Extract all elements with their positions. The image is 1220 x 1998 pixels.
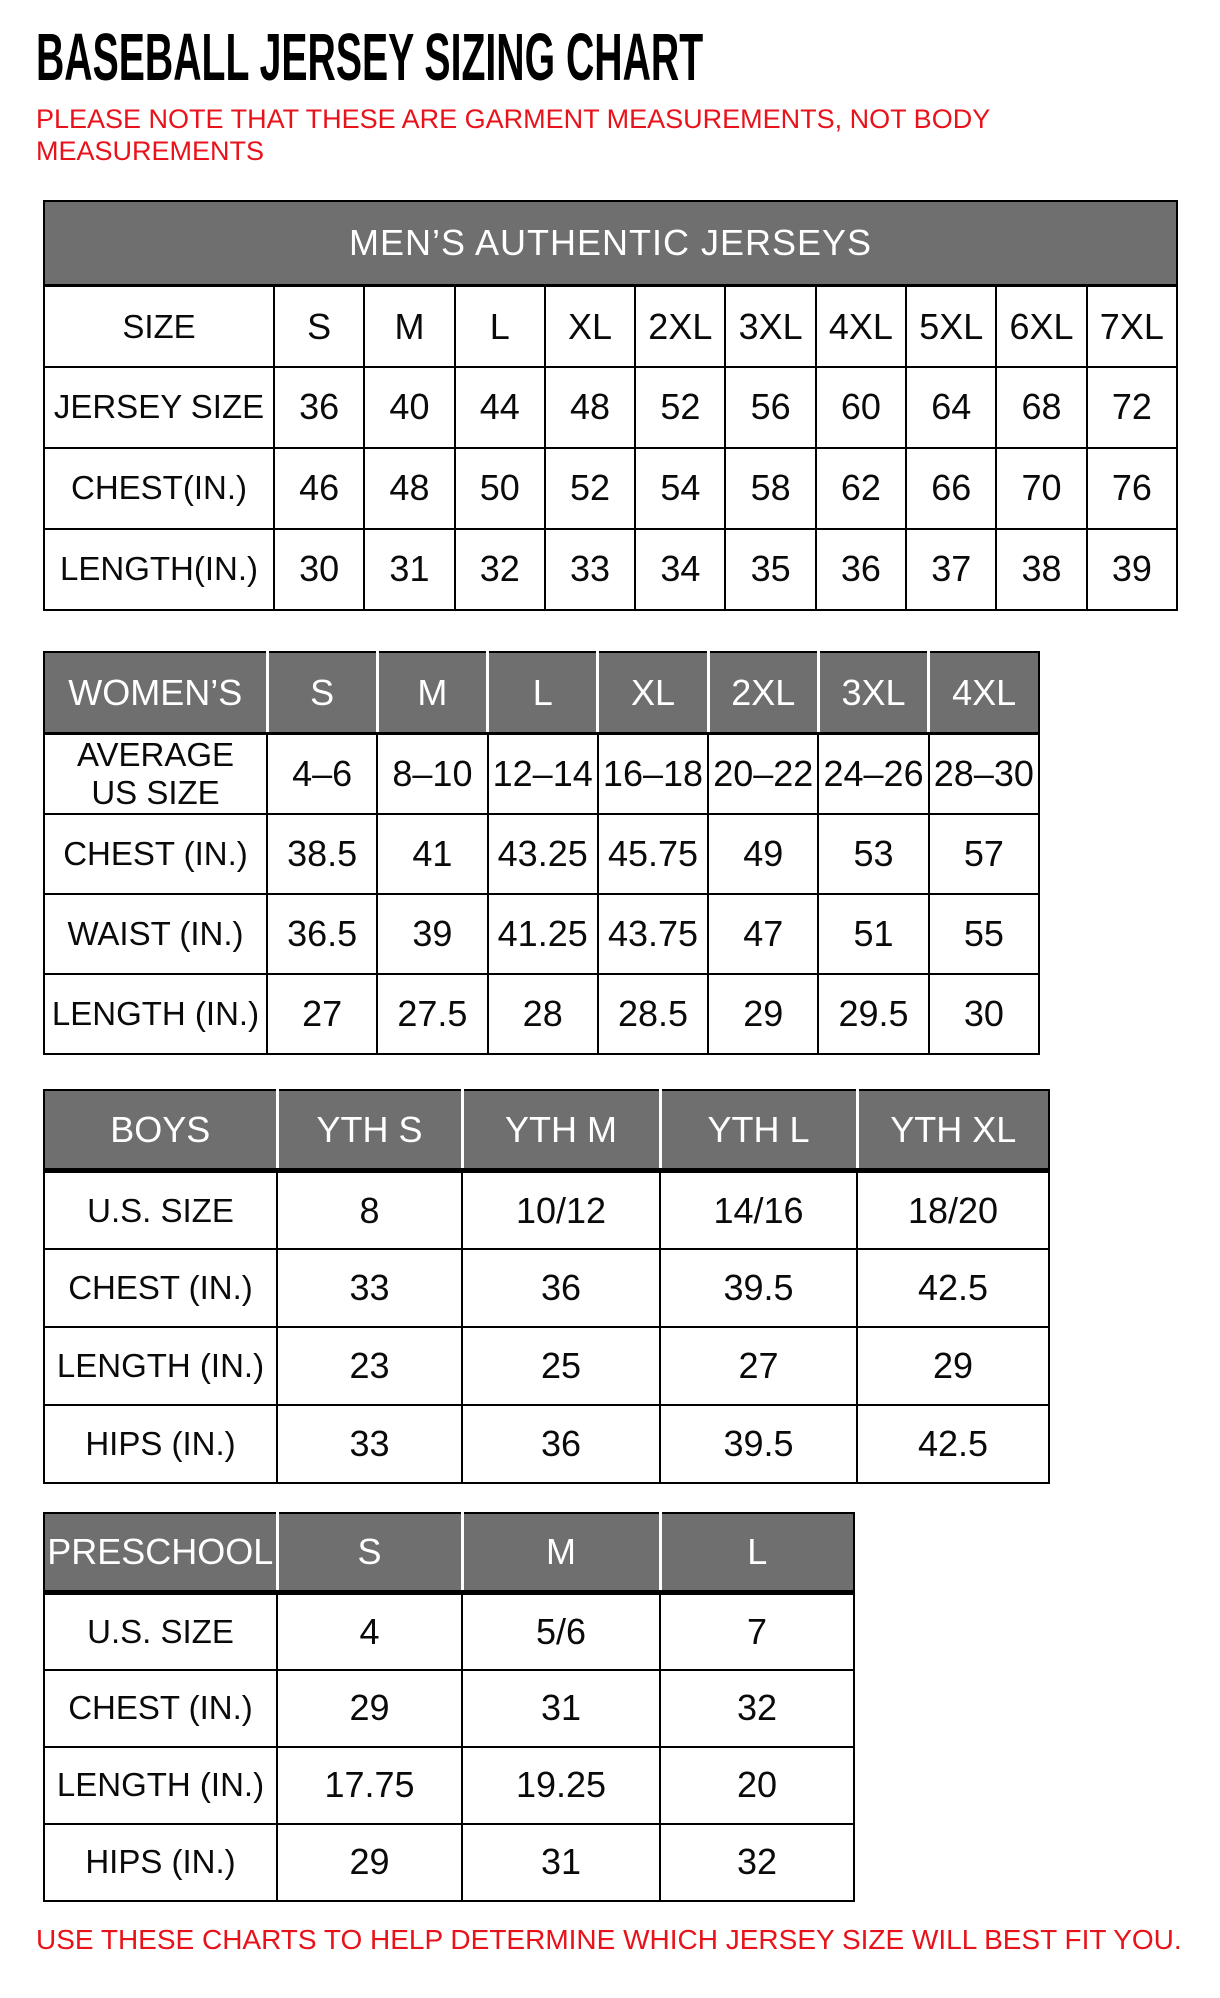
- boys-value-cell: 8: [277, 1171, 462, 1249]
- womens-header-2xl: 2XL: [708, 652, 818, 734]
- boys-row-hips-in: [44, 1405, 1049, 1483]
- mens-value-cell: 30: [274, 529, 364, 610]
- preschool-header-l: L: [660, 1513, 854, 1593]
- mens-value-cell: XL: [545, 286, 635, 367]
- preschool-table-body: [44, 1593, 854, 1901]
- mens-header-row: [44, 201, 1177, 286]
- preschool-row-label: LENGTH (IN.): [44, 1747, 277, 1824]
- mens-value-cell: 66: [906, 448, 996, 529]
- mens-value-cell: 70: [996, 448, 1086, 529]
- womens-value-cell: 28–30: [929, 734, 1039, 814]
- mens-value-cell: 52: [635, 367, 725, 448]
- boys-value-cell: 36: [462, 1249, 660, 1327]
- boys-value-cell: 14/16: [660, 1171, 857, 1249]
- boys-row-label: LENGTH (IN.): [44, 1327, 277, 1405]
- mens-value-cell: 2XL: [635, 286, 725, 367]
- mens-value-cell: 60: [816, 367, 906, 448]
- preschool-header-row: [44, 1513, 854, 1593]
- mens-row-chest-in: [44, 448, 1177, 529]
- mens-value-cell: 36: [274, 367, 364, 448]
- womens-row-chest-in: [44, 814, 1039, 894]
- garment-measurement-note: [36, 103, 1220, 168]
- preschool-row-label: CHEST (IN.): [44, 1670, 277, 1747]
- womens-value-cell: 30: [929, 974, 1039, 1054]
- mens-value-cell: 40: [364, 367, 454, 448]
- womens-value-cell: 28.5: [598, 974, 708, 1054]
- preschool-value-cell: 5/6: [462, 1593, 660, 1670]
- preschool-header-label: PRESCHOOL: [44, 1513, 277, 1593]
- mens-row-label: JERSEY SIZE: [44, 367, 274, 448]
- sizing-chart-page: [0, 20, 1220, 1998]
- womens-value-cell: 8–10: [377, 734, 487, 814]
- womens-row-label: LENGTH (IN.): [44, 974, 267, 1054]
- boys-row-label: U.S. SIZE: [44, 1171, 277, 1249]
- mens-table-body: [44, 286, 1177, 610]
- mens-value-cell: 72: [1087, 367, 1177, 448]
- womens-header-3xl: 3XL: [818, 652, 928, 734]
- mens-value-cell: 32: [455, 529, 545, 610]
- womens-value-cell: 24–26: [818, 734, 928, 814]
- mens-table-header: [44, 201, 1177, 286]
- womens-value-cell: 57: [929, 814, 1039, 894]
- note-line-2: MEASUREMENTS: [36, 136, 265, 167]
- mens-value-cell: 62: [816, 448, 906, 529]
- mens-value-cell: 44: [455, 367, 545, 448]
- preschool-value-cell: 32: [660, 1824, 854, 1901]
- boys-value-cell: 29: [857, 1327, 1049, 1405]
- womens-header-l: L: [488, 652, 598, 734]
- boys-value-cell: 25: [462, 1327, 660, 1405]
- preschool-header-s: S: [277, 1513, 462, 1593]
- preschool-value-cell: 29: [277, 1670, 462, 1747]
- preschool-row-label: U.S. SIZE: [44, 1593, 277, 1670]
- womens-table-header: [44, 652, 1039, 734]
- mens-value-cell: 37: [906, 529, 996, 610]
- boys-table-body: [44, 1171, 1049, 1483]
- womens-value-cell: 41: [377, 814, 487, 894]
- womens-value-cell: 51: [818, 894, 928, 974]
- womens-header-4xl: 4XL: [929, 652, 1039, 734]
- mens-row-jersey-size: [44, 367, 1177, 448]
- womens-row-average-us-size: [44, 734, 1039, 814]
- mens-value-cell: 38: [996, 529, 1086, 610]
- womens-value-cell: 29.5: [818, 974, 928, 1054]
- womens-value-cell: 45.75: [598, 814, 708, 894]
- womens-value-cell: 39: [377, 894, 487, 974]
- row-label-line: US SIZE: [91, 774, 220, 812]
- womens-value-cell: 49: [708, 814, 818, 894]
- boys-row-chest-in: [44, 1249, 1049, 1327]
- boys-value-cell: 23: [277, 1327, 462, 1405]
- boys-value-cell: 36: [462, 1405, 660, 1483]
- mens-value-cell: 33: [545, 529, 635, 610]
- mens-value-cell: 36: [816, 529, 906, 610]
- mens-value-cell: 56: [725, 367, 815, 448]
- mens-row-label: CHEST(IN.): [44, 448, 274, 529]
- boys-value-cell: 42.5: [857, 1405, 1049, 1483]
- boys-value-cell: 27: [660, 1327, 857, 1405]
- preschool-row-chest-in: [44, 1670, 854, 1747]
- preschool-value-cell: 4: [277, 1593, 462, 1670]
- mens-value-cell: 64: [906, 367, 996, 448]
- womens-header-label: WOMEN’S: [44, 652, 267, 734]
- boys-header-yth-s: YTH S: [277, 1090, 462, 1171]
- preschool-value-cell: 19.25: [462, 1747, 660, 1824]
- boys-row-label: CHEST (IN.): [44, 1249, 277, 1327]
- boys-row-label: HIPS (IN.): [44, 1405, 277, 1483]
- womens-value-cell: 4–6: [267, 734, 377, 814]
- preschool-value-cell: 31: [462, 1824, 660, 1901]
- row-label-line: AVERAGE: [76, 736, 235, 774]
- womens-row-label: WAIST (IN.): [44, 894, 267, 974]
- womens-value-cell: 53: [818, 814, 928, 894]
- mens-value-cell: 50: [455, 448, 545, 529]
- preschool-value-cell: 32: [660, 1670, 854, 1747]
- preschool-header-m: M: [462, 1513, 660, 1593]
- womens-row-waist-in: [44, 894, 1039, 974]
- womens-value-cell: 27: [267, 974, 377, 1054]
- womens-value-cell: 29: [708, 974, 818, 1054]
- boys-header-yth-l: YTH L: [660, 1090, 857, 1171]
- boys-header-yth-m: YTH M: [462, 1090, 660, 1171]
- boys-value-cell: 10/12: [462, 1171, 660, 1249]
- womens-value-cell: 27.5: [377, 974, 487, 1054]
- womens-row-label: CHEST (IN.): [44, 814, 267, 894]
- womens-header-s: S: [267, 652, 377, 734]
- mens-value-cell: 68: [996, 367, 1086, 448]
- womens-header-m: M: [377, 652, 487, 734]
- mens-value-cell: L: [455, 286, 545, 367]
- preschool-row-u-s-size: [44, 1593, 854, 1670]
- preschool-value-cell: 20: [660, 1747, 854, 1824]
- mens-value-cell: M: [364, 286, 454, 367]
- mens-value-cell: 76: [1087, 448, 1177, 529]
- womens-value-cell: 12–14: [488, 734, 598, 814]
- page-title: BASEBALL JERSEY SIZING CHART: [36, 20, 704, 95]
- womens-header-row: [44, 652, 1039, 734]
- boys-header-label: BOYS: [44, 1090, 277, 1171]
- preschool-row-label: HIPS (IN.): [44, 1824, 277, 1901]
- womens-value-cell: 28: [488, 974, 598, 1054]
- preschool-table-header: [44, 1513, 854, 1593]
- mens-value-cell: 7XL: [1087, 286, 1177, 367]
- mens-banner: MEN’S AUTHENTIC JERSEYS: [44, 201, 1177, 286]
- womens-value-cell: 38.5: [267, 814, 377, 894]
- womens-value-cell: 36.5: [267, 894, 377, 974]
- womens-row-length-in: [44, 974, 1039, 1054]
- womens-table-body: [44, 734, 1039, 1054]
- preschool-value-cell: 7: [660, 1593, 854, 1670]
- mens-value-cell: 39: [1087, 529, 1177, 610]
- preschool-value-cell: 31: [462, 1670, 660, 1747]
- boys-value-cell: 33: [277, 1405, 462, 1483]
- womens-value-cell: 43.75: [598, 894, 708, 974]
- mens-value-cell: 48: [545, 367, 635, 448]
- womens-value-cell: 41.25: [488, 894, 598, 974]
- womens-sizing-table: [43, 651, 1040, 1055]
- boys-table-header: [44, 1090, 1049, 1171]
- preschool-value-cell: 17.75: [277, 1747, 462, 1824]
- womens-value-cell: 47: [708, 894, 818, 974]
- womens-value-cell: 43.25: [488, 814, 598, 894]
- mens-value-cell: 34: [635, 529, 725, 610]
- note-line-1: PLEASE NOTE THAT THESE ARE GARMENT MEASUREMENTS, NOT BODY: [36, 104, 991, 134]
- womens-value-cell: 55: [929, 894, 1039, 974]
- mens-sizing-table: [43, 200, 1178, 611]
- womens-value-cell: 20–22: [708, 734, 818, 814]
- boys-value-cell: 18/20: [857, 1171, 1049, 1249]
- boys-sizing-table: [43, 1089, 1050, 1484]
- preschool-row-hips-in: [44, 1824, 854, 1901]
- mens-value-cell: 58: [725, 448, 815, 529]
- preschool-sizing-table: [43, 1512, 855, 1902]
- mens-value-cell: 5XL: [906, 286, 996, 367]
- preschool-value-cell: 29: [277, 1824, 462, 1901]
- footer-note: USE THESE CHARTS TO HELP DETERMINE WHICH JERSEY SIZE WILL BEST FIT YOU.: [36, 1923, 1182, 1955]
- mens-value-cell: 4XL: [816, 286, 906, 367]
- mens-row-label: LENGTH(IN.): [44, 529, 274, 610]
- boys-value-cell: 33: [277, 1249, 462, 1327]
- mens-value-cell: 52: [545, 448, 635, 529]
- womens-row-label: [44, 734, 267, 814]
- mens-value-cell: 46: [274, 448, 364, 529]
- mens-value-cell: 6XL: [996, 286, 1086, 367]
- mens-value-cell: 48: [364, 448, 454, 529]
- boys-header-yth-xl: YTH XL: [857, 1090, 1049, 1171]
- boys-row-u-s-size: [44, 1171, 1049, 1249]
- preschool-row-length-in: [44, 1747, 854, 1824]
- mens-row-size: [44, 286, 1177, 367]
- womens-header-xl: XL: [598, 652, 708, 734]
- womens-value-cell: 16–18: [598, 734, 708, 814]
- boys-value-cell: 42.5: [857, 1249, 1049, 1327]
- mens-value-cell: S: [274, 286, 364, 367]
- mens-value-cell: 54: [635, 448, 725, 529]
- mens-row-length-in: [44, 529, 1177, 610]
- mens-value-cell: 3XL: [725, 286, 815, 367]
- mens-value-cell: 31: [364, 529, 454, 610]
- boys-value-cell: 39.5: [660, 1405, 857, 1483]
- boys-row-length-in: [44, 1327, 1049, 1405]
- boys-header-row: [44, 1090, 1049, 1171]
- mens-row-label: SIZE: [44, 286, 274, 367]
- mens-value-cell: 35: [725, 529, 815, 610]
- boys-value-cell: 39.5: [660, 1249, 857, 1327]
